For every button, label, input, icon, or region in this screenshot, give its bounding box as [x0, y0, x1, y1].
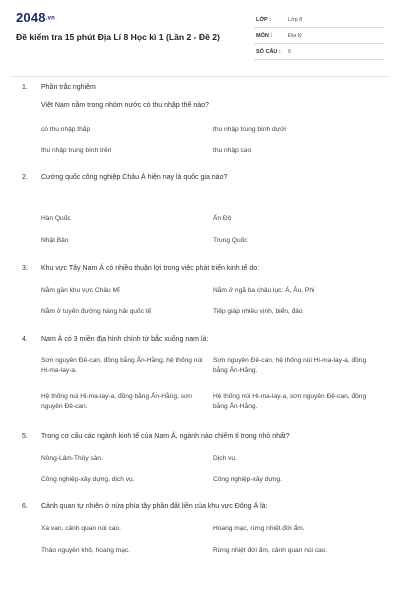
question-text: Khu vực Tây Nam Á có nhiều thuận lợi trong việc phát triển kinh tế do: — [41, 265, 260, 272]
site-logo[interactable] — [16, 10, 55, 25]
question-number: 4. — [22, 336, 28, 343]
exam-header — [6, 4, 394, 68]
answer-option[interactable]: thu nhập trung bình trên — [41, 147, 112, 154]
answer-option[interactable]: Hàn Quốc — [41, 215, 71, 222]
question-text: Cảnh quan tự nhiên ở nửa phía tây phần đất liền của khu vực Đông Á là: — [41, 503, 268, 510]
answer-option[interactable]: Nằm gần khu vực Châu Mĩ — [41, 287, 120, 294]
answer-option[interactable]: Nhật Bản — [41, 237, 69, 244]
exam-sheet — [6, 4, 394, 596]
logo-suffix: .vn — [45, 15, 56, 22]
answer-option[interactable]: Sơn nguyên Đê-can, đồng bằng Ấn-Hằng, hệ thống núi Hi-ma-lay-a. — [41, 357, 203, 374]
question-subtext: Việt Nam nằm trong nhóm nước có thu nhập thế nào? — [41, 102, 209, 109]
question-number: 5. — [22, 433, 28, 440]
answer-option[interactable]: thu nhập cao — [213, 147, 252, 154]
question-number: 2. — [22, 174, 28, 181]
answer-option[interactable]: thu nhập trung bình dưới — [213, 126, 286, 133]
answer-option[interactable]: Thảo nguyên khô, hoang mạc. — [41, 547, 131, 554]
answer-option[interactable]: Nằm ở tuyến đường hàng hải quốc tế — [41, 308, 152, 315]
answer-option[interactable]: Hoang mạc, rừng nhiệt đới ẩm. — [213, 525, 305, 532]
meta-value: Địa lý — [288, 33, 302, 39]
answer-option[interactable]: Nằm ở ngã ba châu lục: Á, Âu, Phi — [213, 287, 315, 294]
header-divider — [12, 76, 388, 77]
answer-option[interactable]: Xa van, cảnh quan núi cao. — [41, 525, 121, 532]
answer-option[interactable]: Ấn Độ — [213, 215, 232, 222]
meta-value: 6 — [288, 49, 292, 55]
meta-label: LỚP : — [256, 17, 271, 23]
meta-row-subject — [254, 30, 384, 44]
question-text: Nam Á có 3 miền địa hình chính từ bắc xuống nam là: — [41, 336, 209, 343]
question-number: 6. — [22, 503, 28, 510]
answer-option[interactable]: Sơn nguyên Đê-can, hệ thống núi Hi-ma-lay-a, đồng bằng Ấn-Hằng. — [213, 357, 367, 374]
answer-option[interactable]: có thu nhập thấp — [41, 126, 91, 133]
answer-option[interactable]: Công nghiệp-xây dựng. — [213, 476, 282, 483]
answer-option[interactable]: Tiếp giáp nhiều vịnh, biển, đảo — [213, 308, 303, 315]
exam-meta — [254, 14, 384, 60]
meta-label: SỐ CÂU : — [256, 49, 281, 55]
answer-option[interactable]: Hệ thống núi Hi-ma-lay-a, đồng bằng Ấn-Hằng, sơn nguyên Đê-can. — [41, 393, 192, 410]
answer-option[interactable]: Hệ thống núi Hi-ma-lay-a, sơn nguyên Đê-can, đồng bằng Ấn-Hằng. — [213, 393, 367, 410]
meta-row-class — [254, 14, 384, 28]
question-number: 3. — [22, 265, 28, 272]
meta-row-count — [254, 46, 384, 60]
logo-main: 2048 — [16, 10, 46, 25]
question-text: Cường quốc công nghiệp Châu Á hiện nay là quốc gia nào? — [41, 174, 228, 181]
answer-option[interactable]: Dịch vụ. — [213, 455, 237, 462]
exam-title: Đề kiểm tra 15 phút Địa Lí 8 Học kì 1 (Lần 2 - Đề 2) — [16, 32, 220, 42]
answer-option[interactable]: Trung Quốc — [213, 237, 248, 244]
question-number: 1. — [22, 84, 28, 91]
question-text: Phần trắc nghiệm — [41, 84, 96, 91]
meta-value: Lớp 8 — [288, 17, 303, 23]
answer-option[interactable]: Rừng nhiệt đới ẩm, cảnh quan núi cao. — [213, 547, 328, 554]
question-text: Trong cơ cấu các ngành kinh tế của Nam Á, ngành nào chiếm tỉ trọng nhỏ nhất? — [41, 433, 290, 440]
answer-option[interactable]: Nông-Lâm-Thủy sản. — [41, 455, 103, 462]
answer-option[interactable]: Công nghiệp-xây dựng, dịch vụ. — [41, 476, 135, 483]
meta-label: MÔN : — [256, 33, 273, 39]
